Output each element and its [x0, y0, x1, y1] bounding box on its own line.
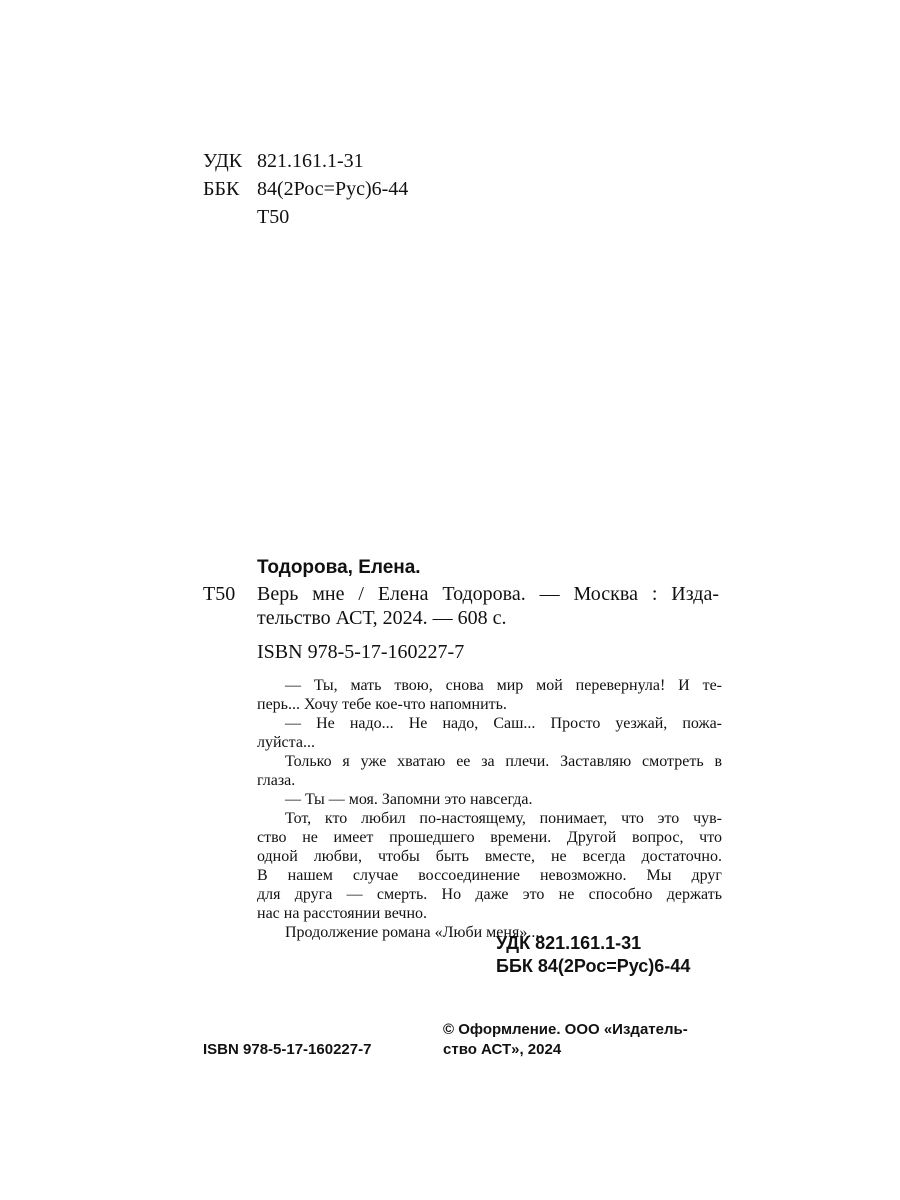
record-isbn: ISBN 978-5-17-160227-7 — [257, 641, 465, 663]
bbk-label: ББК — [203, 178, 240, 200]
udk-bold: УДК 821.161.1-31 — [496, 933, 642, 953]
annotation-line: одной любви, чтобы быть вместе, не всегда достаточно. — [257, 848, 722, 865]
copyright-line: © Оформление. ООО «Издатель- — [443, 1021, 688, 1038]
annotation-line: ство не имеет прошедшего времени. Другой вопрос, что — [257, 829, 722, 846]
annotation — [257, 676, 722, 942]
bbk-bold: ББК 84(2Рос=Рус)6-44 — [496, 956, 691, 976]
title-line: тельство АСТ, 2024. — 608 с. — [257, 607, 507, 629]
author-heading: Тодорова, Елена. — [257, 557, 421, 578]
cutter-code: Т50 — [257, 206, 290, 228]
annotation-line: перь... Хочу тебе кое-что напомнить. — [257, 696, 507, 713]
annotation-line: Продолжение романа «Люби меня».... — [285, 924, 544, 941]
title-statement — [257, 582, 719, 630]
bbk-value: 84(2Рос=Рус)6-44 — [257, 178, 409, 200]
record-cutter-code: Т50 — [203, 583, 236, 605]
annotation-line: В нашем случае воссоединение невозможно. Мы друг — [257, 867, 722, 884]
annotation-line: Только я уже хватаю ее за плечи. Заставляю смотреть в — [285, 753, 722, 770]
udk-label: УДК — [203, 150, 243, 172]
annotation-line: глаза. — [257, 772, 296, 789]
annotation-line: нас на расстоянии вечно. — [257, 905, 428, 922]
annotation-line: — Ты, мать твою, снова мир мой перевернула! И те- — [285, 677, 722, 694]
footer-isbn: ISBN 978-5-17-160227-7 — [203, 1041, 372, 1058]
udk-value: 821.161.1-31 — [257, 150, 364, 172]
annotation-line: Тот, кто любил по-настоящему, понимает, что это чув- — [285, 810, 722, 827]
annotation-line: луйста... — [257, 734, 315, 751]
copyright-line: ство АСТ», 2024 — [443, 1041, 562, 1058]
title-line: Верь мне / Елена Тодорова. — Москва : Изда- — [257, 583, 719, 605]
annotation-line: — Ты — моя. Запомни это навсегда. — [285, 791, 533, 808]
annotation-line: для друга — смерть. Но даже это не способно держать — [257, 886, 722, 903]
copyright-notice — [443, 1020, 688, 1060]
annotation-line: — Не надо... Не надо, Саш... Просто уезжай, пожа- — [285, 715, 722, 732]
